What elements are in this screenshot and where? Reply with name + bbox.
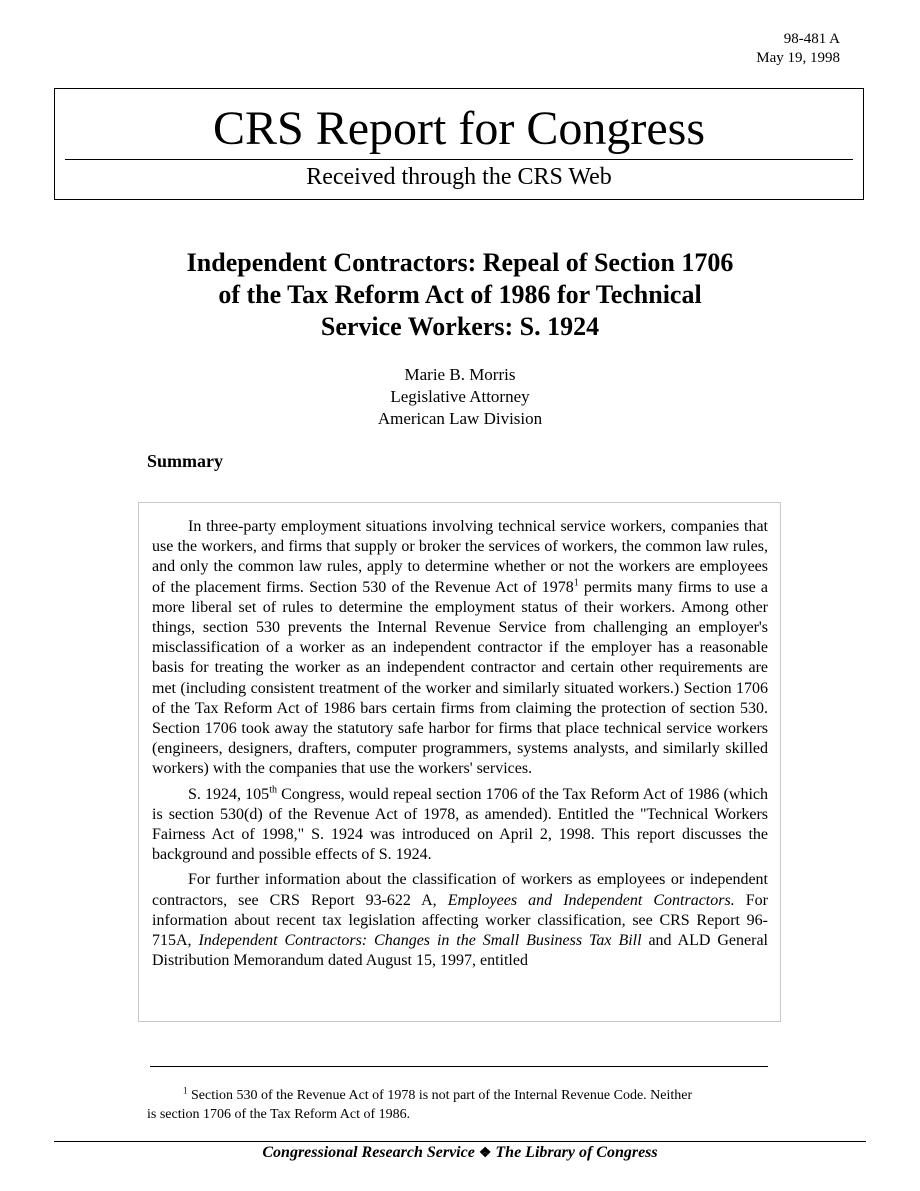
footnote-divider	[150, 1066, 768, 1067]
author-name: Marie B. Morris	[404, 365, 516, 384]
summary-paragraph-3	[152, 870, 768, 971]
footnote-line	[147, 1086, 775, 1105]
banner-subtitle: Received through the CRS Web	[306, 164, 612, 190]
summary-paragraph-2	[152, 785, 768, 866]
title-line: of the Tax Reform Act of 1986 for Technical	[218, 280, 702, 309]
ordinal-suffix: th	[269, 784, 277, 796]
paragraph-text: permits many firms to use a more liberal set of rules to determine the employment status of their workers. Among other things, section 530 prevents the Internal Revenue Service from challenging an employer's misclassification of a worker as an independent contractor if the employer has a reasonable basis for treating the worker as an independent contractor and certain other requirements are met (including consistent treatment of the worker and similarly situated workers.) Section 1706 of the Tax Reform Act of 1986 bars certain firms from claiming the protection of section 530. Section 1706 took away the statutory safe harbor for firms that place technical service workers (engineers, designers, drafters, computer programmers, systems analysts, and similarly skilled workers) with the companies that use the workers' services.	[152, 578, 769, 778]
paragraph-text: Congress, would repeal section 1706 of the Tax Reform Act of 1986 (which is section 530(d) of the Revenue Act of 1978, as amended). Entitled the "Technical Workers Fairness Act of 1998," S. 1924 was introduced on April 2, 1998. This report discusses the background and possible effects of S. 1924.	[152, 785, 768, 864]
report-title-citation: Employees and Independent Contractors.	[447, 891, 735, 909]
title-line: Independent Contractors: Repeal of Section 1706	[186, 248, 734, 277]
author-block	[0, 364, 920, 430]
report-identifier	[756, 30, 840, 68]
paragraph-text: and ALD General Distribution Memorandum dated August 15, 1997, entitled	[152, 932, 768, 970]
paragraph-text: S. 1924, 105	[188, 785, 270, 803]
footnote-line: is section 1706 of the Tax Reform Act of 1986.	[147, 1107, 411, 1122]
paragraph-text: For information about recent tax legislation affecting worker classification, see CRS Report 96-715A,	[152, 891, 769, 950]
report-number: 98-481 A	[783, 31, 840, 47]
author-division: American Law Division	[377, 409, 543, 428]
report-date: May 19, 1998	[756, 50, 840, 66]
summary-box	[138, 502, 781, 1022]
footer-divider	[54, 1141, 866, 1142]
footer-org: Congressional Research Service	[262, 1144, 475, 1161]
banner-divider	[65, 159, 853, 160]
paragraph-text: For further information about the classification of workers as employees or independent contractors, see CRS Report 93-622 A,	[152, 871, 768, 909]
page-footer	[0, 1143, 920, 1164]
footnote-ref: 1	[573, 577, 579, 589]
report-title	[120, 247, 800, 343]
footer-library: The Library of Congress	[495, 1144, 658, 1161]
diamond-cluster-icon: ❖	[478, 1146, 492, 1161]
footnote-text: Section 530 of the Revenue Act of 1978 is not part of the Internal Revenue Code. Neither	[187, 1088, 693, 1103]
title-line: Service Workers: S. 1924	[320, 312, 600, 341]
summary-heading: Summary	[147, 451, 223, 471]
footnote-number: 1	[183, 1085, 188, 1096]
summary-paragraph-1	[152, 517, 768, 780]
report-title-citation: Independent Contractors: Changes in the Small Business Tax Bill	[198, 932, 642, 950]
banner-title: CRS Report for Congress	[213, 102, 705, 155]
author-position: Legislative Attorney	[390, 387, 530, 406]
footnote	[147, 1086, 775, 1124]
crs-banner	[54, 88, 864, 200]
paragraph-text: In three-party employment situations involving technical service workers, companies that use the workers, and firms that supply or broker the services of workers, the common law rules, and only the common law rules, apply to determine whether or not the workers are employees of the placement firms. Section 530 of the Revenue Act of 1978	[152, 518, 768, 596]
